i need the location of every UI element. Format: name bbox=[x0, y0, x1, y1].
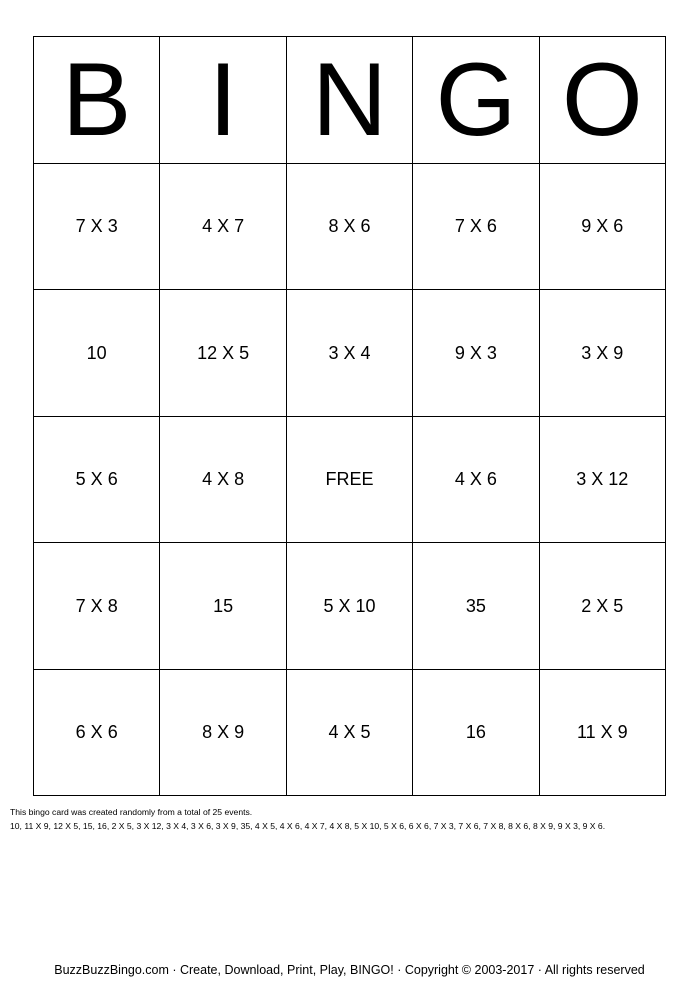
bingo-cell: 7 X 8 bbox=[34, 543, 160, 670]
bingo-cell: 9 X 6 bbox=[540, 164, 666, 291]
bingo-cell: 8 X 6 bbox=[287, 164, 413, 291]
bingo-card bbox=[33, 36, 666, 796]
bingo-cell: 4 X 8 bbox=[160, 417, 286, 544]
bingo-cell: 2 X 5 bbox=[540, 543, 666, 670]
footer-copyright: BuzzBuzzBingo.com · Create, Download, Print, Play, BINGO! · Copyright © 2003-2017 · All rights reserved bbox=[54, 963, 645, 977]
bingo-cell: 4 X 5 bbox=[287, 670, 413, 797]
header-letter-b: B bbox=[34, 37, 160, 164]
bingo-cell: 15 bbox=[160, 543, 286, 670]
bingo-cell: 35 bbox=[413, 543, 539, 670]
bingo-cell: 16 bbox=[413, 670, 539, 797]
bingo-cell: 7 X 3 bbox=[34, 164, 160, 291]
bingo-cell: 12 X 5 bbox=[160, 290, 286, 417]
header-letter-i: I bbox=[160, 37, 286, 164]
free-space-cell: FREE bbox=[287, 417, 413, 544]
bingo-cell: 8 X 9 bbox=[160, 670, 286, 797]
bingo-cell: 7 X 6 bbox=[413, 164, 539, 291]
events-note: This bingo card was created randomly from a total of 25 events. bbox=[10, 807, 253, 817]
bingo-cell: 10 bbox=[34, 290, 160, 417]
header-letter-n: N bbox=[287, 37, 413, 164]
bingo-cell: 11 X 9 bbox=[540, 670, 666, 797]
events-list: 10, 11 X 9, 12 X 5, 15, 16, 2 X 5, 3 X 12, 3 X 4, 3 X 6, 3 X 9, 35, 4 X 5, 4 X 6, 4 X 7, 4 X 8, 5 X 10, 5 X 6, 6 X 6, 7 X 3, 7 X 6, 7 X 8, 8 X 6, 8 X 9, 9 X 3, 9 X 6. bbox=[10, 821, 606, 831]
bingo-cell: 9 X 3 bbox=[413, 290, 539, 417]
bingo-cell: 3 X 4 bbox=[287, 290, 413, 417]
bingo-cell: 5 X 6 bbox=[34, 417, 160, 544]
bingo-cell: 5 X 10 bbox=[287, 543, 413, 670]
header-letter-o: O bbox=[540, 37, 666, 164]
bingo-cell: 4 X 7 bbox=[160, 164, 286, 291]
bingo-cell: 3 X 12 bbox=[540, 417, 666, 544]
header-letter-g: G bbox=[413, 37, 539, 164]
bingo-cell: 6 X 6 bbox=[34, 670, 160, 797]
bingo-cell: 4 X 6 bbox=[413, 417, 539, 544]
bingo-cell: 3 X 9 bbox=[540, 290, 666, 417]
